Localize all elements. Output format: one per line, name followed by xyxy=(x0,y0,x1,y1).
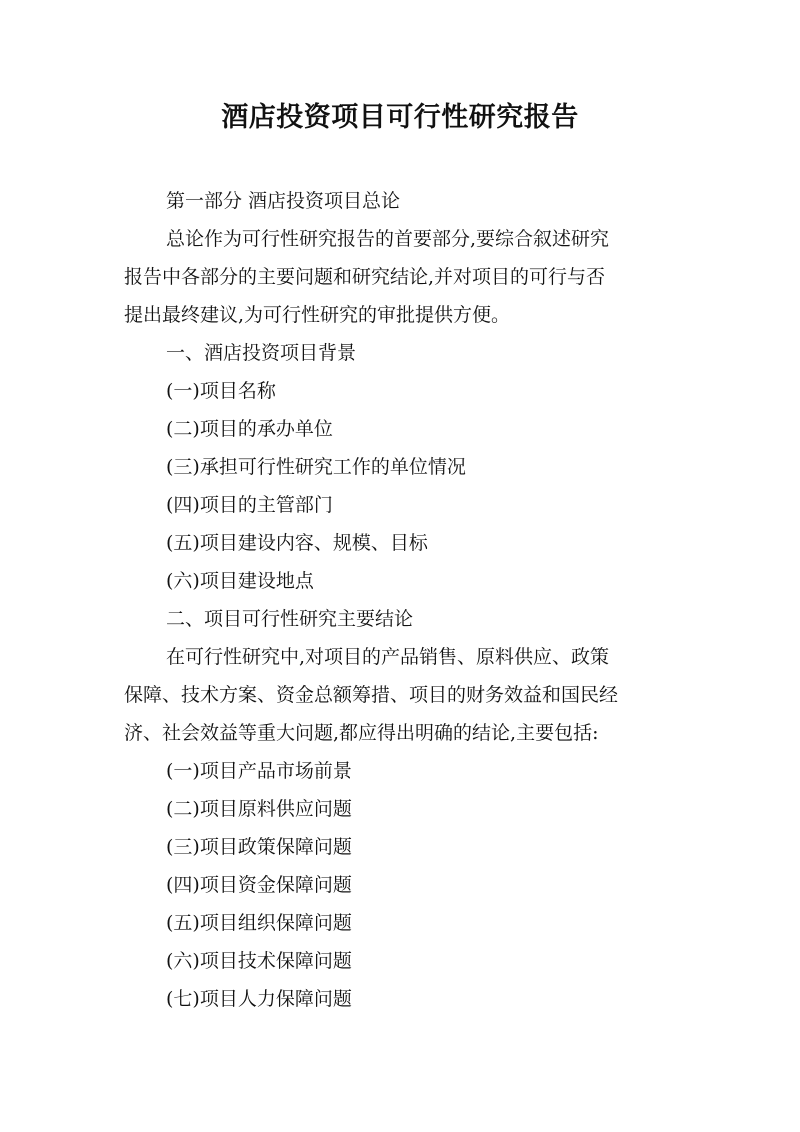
list-item: (三)项目政策保障问题 xyxy=(166,836,352,858)
list-item: (四)项目资金保障问题 xyxy=(166,874,352,896)
list-item: (五)项目组织保障问题 xyxy=(166,912,352,934)
section-heading: 第一部分 酒店投资项目总论 xyxy=(166,190,401,212)
document-title: 酒店投资项目可行性研究报告 xyxy=(221,102,579,133)
list-item: (六)项目建设地点 xyxy=(166,570,314,592)
paragraph-line: 济、社会效益等重大问题,都应得出明确的结论,主要包括: xyxy=(124,722,599,744)
list-item: (一)项目名称 xyxy=(166,380,276,402)
list-item: (七)项目人力保障问题 xyxy=(166,988,352,1010)
list-item: (一)项目产品市场前景 xyxy=(166,760,352,782)
list-item: (四)项目的主管部门 xyxy=(166,494,333,516)
list-item: (三)承担可行性研究工作的单位情况 xyxy=(166,456,466,478)
subsection-heading: 一、酒店投资项目背景 xyxy=(166,342,357,364)
paragraph-line: 在可行性研究中,对项目的产品销售、原料供应、政策 xyxy=(166,646,610,668)
paragraph-line: 总论作为可行性研究报告的首要部分,要综合叙述研究 xyxy=(166,228,610,250)
paragraph-line: 提出最终建议,为可行性研究的审批提供方便。 xyxy=(124,304,511,326)
list-item: (二)项目的承办单位 xyxy=(166,418,333,440)
list-item: (五)项目建设内容、规模、目标 xyxy=(166,532,428,554)
paragraph-line: 报告中各部分的主要问题和研究结论,并对项目的可行与否 xyxy=(124,266,606,288)
paragraph-line: 保障、技术方案、资金总额筹措、项目的财务效益和国民经 xyxy=(124,684,619,706)
document-body xyxy=(124,182,688,1018)
list-item: (二)项目原料供应问题 xyxy=(166,798,352,820)
list-item: (六)项目技术保障问题 xyxy=(166,950,352,972)
subsection-heading: 二、项目可行性研究主要结论 xyxy=(166,608,414,630)
